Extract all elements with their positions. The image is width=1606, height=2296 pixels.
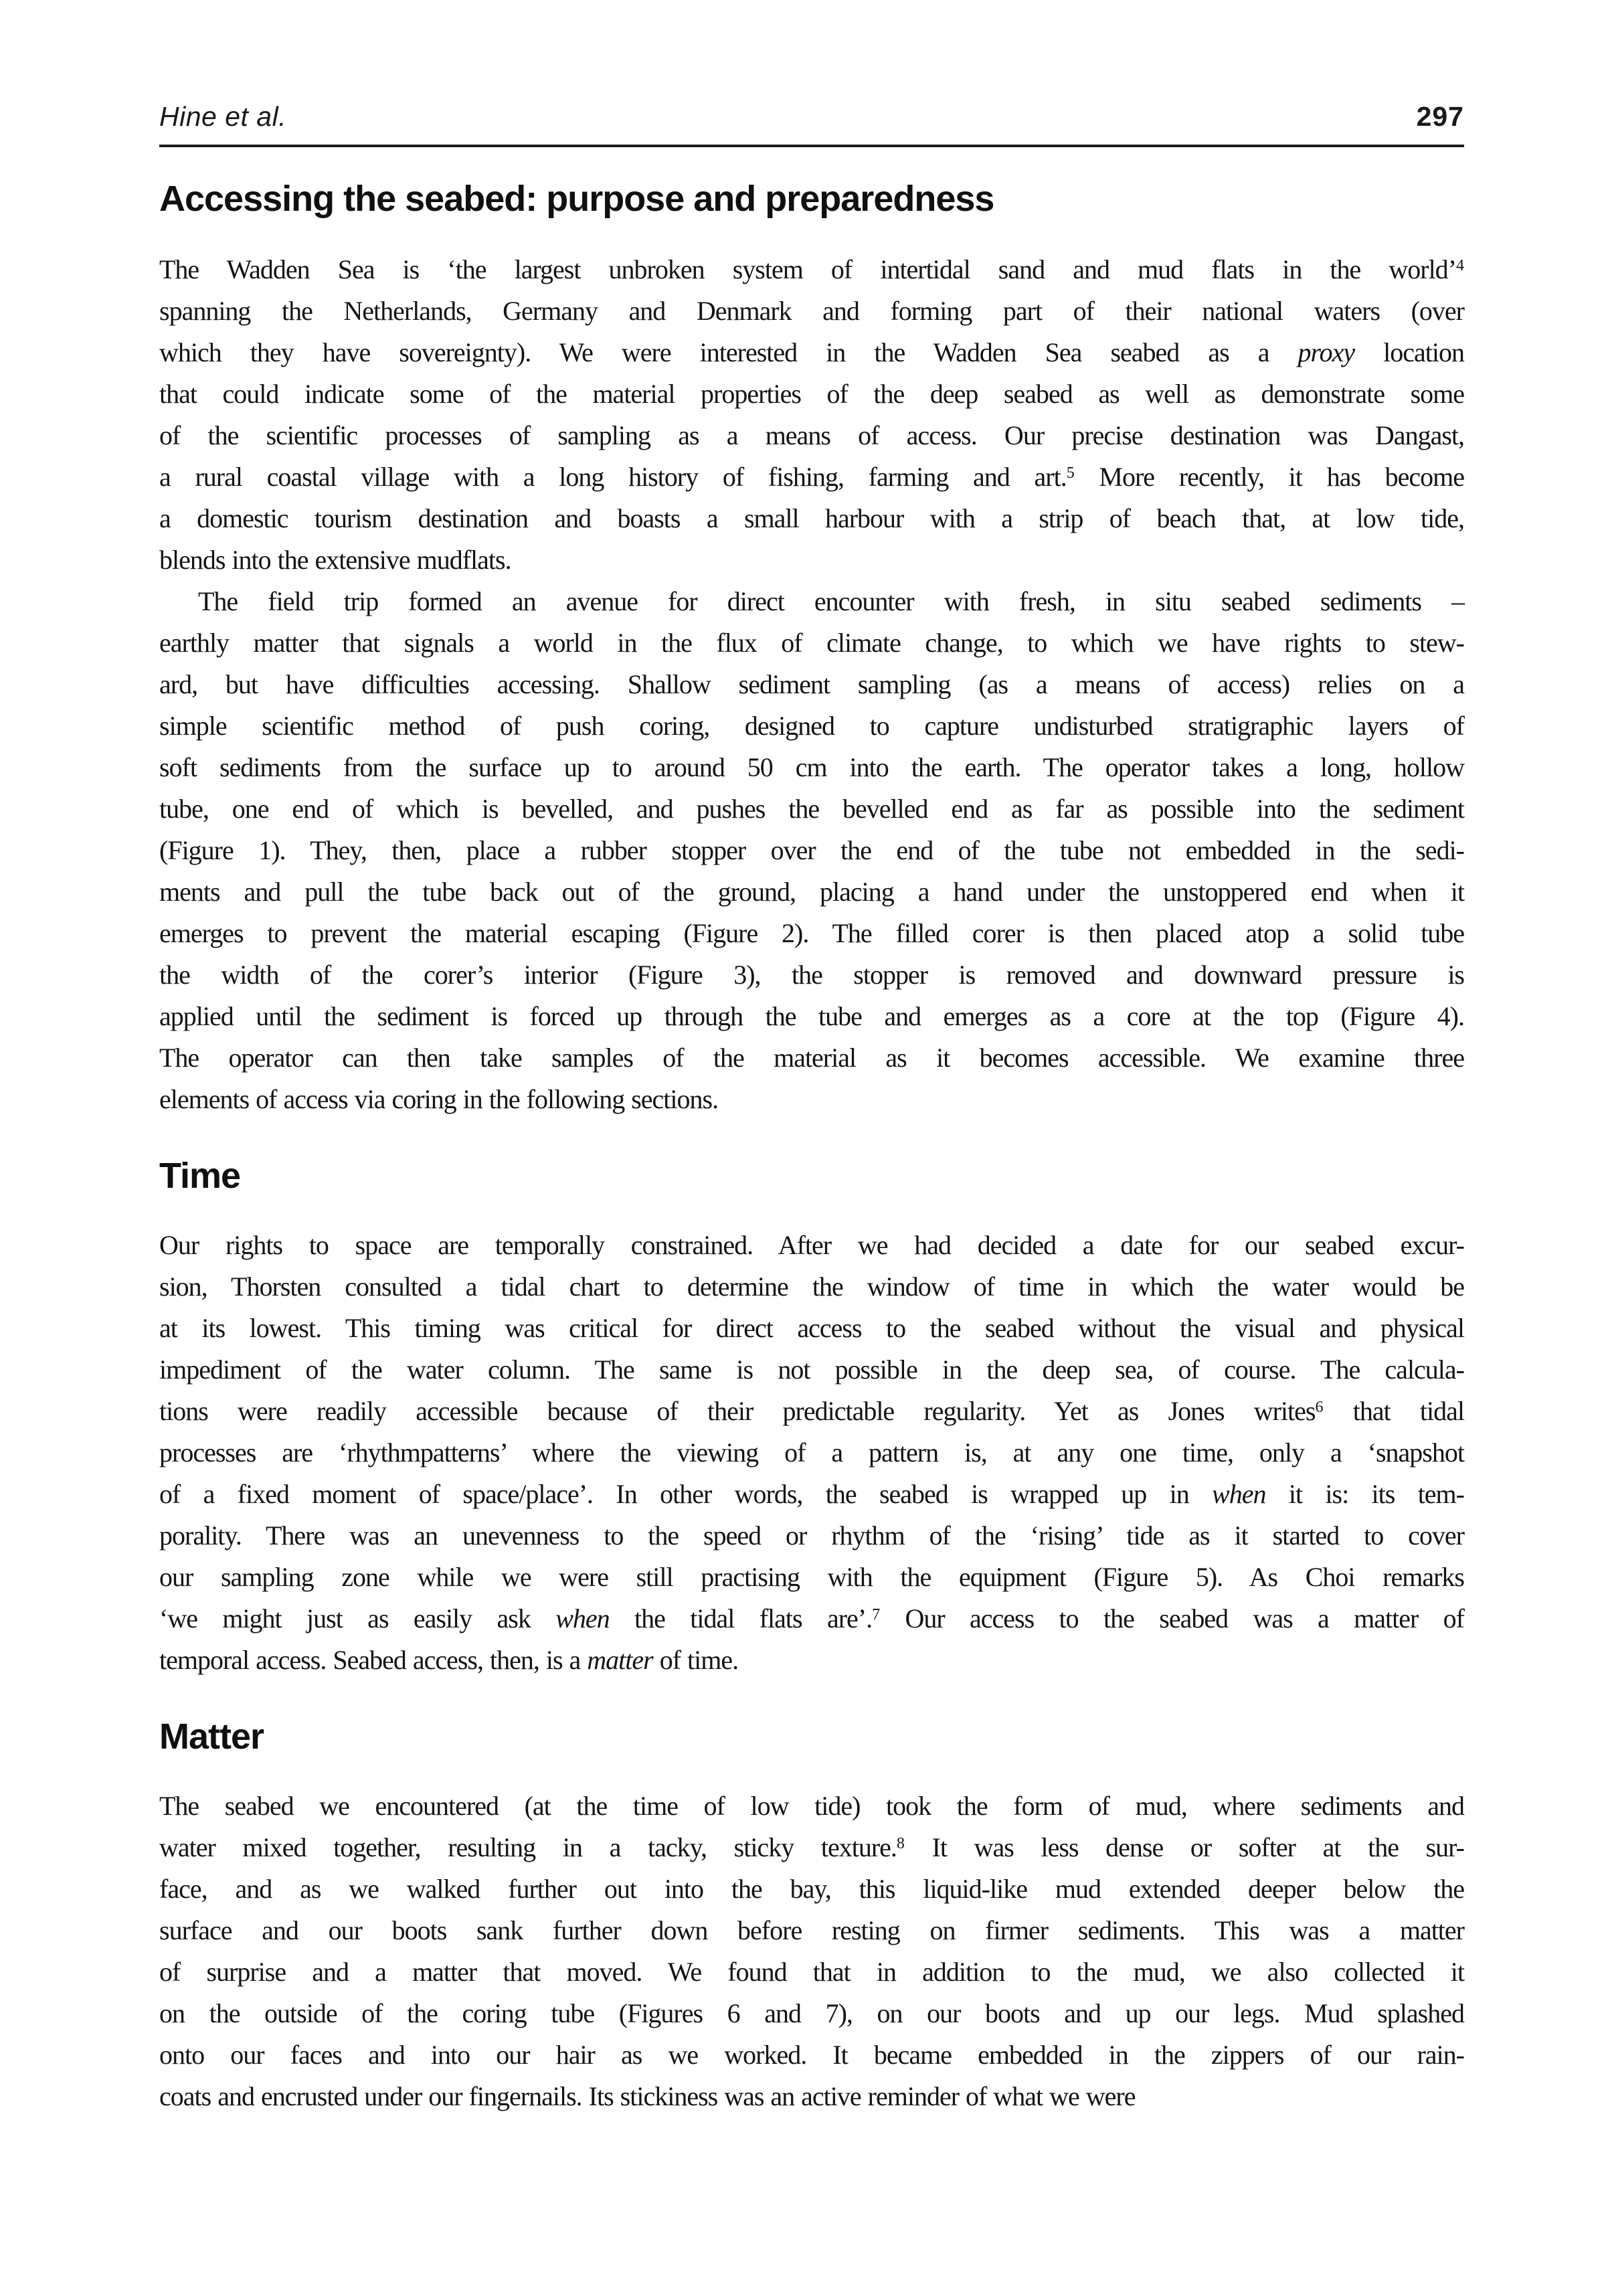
section-time: [159, 1156, 1464, 1681]
paragraph: [159, 581, 1464, 1120]
text-line: ments and pull the tube back out of the ground, placing a hand under the unstoppered end when it: [159, 877, 1464, 907]
section-heading: Matter: [159, 1716, 264, 1757]
text-line: processes are ‘rhythmpatterns’ where the viewing of a pattern is, at any one time, only a ‘snapshot: [159, 1437, 1464, 1468]
text-line: ard, but have difficulties accessing. Shallow sediment sampling (as a means of access) relies on a: [159, 669, 1464, 699]
text-line: simple scientific method of push coring, designed to capture undisturbed stratigraphic layers of: [159, 711, 1464, 741]
text-line: tions were readily accessible because of their predictable regularity. Yet as Jones writes$^6$ that tidal: [159, 1396, 1465, 1426]
text-line: of the scientific processes of sampling as a means of access. Our precise destination was Dangast,: [159, 420, 1464, 450]
text-line: temporal access. Seabed access, then, is a matter of time.: [159, 1645, 739, 1675]
text-line: water mixed together, resulting in a tacky, sticky texture.$^8$ It was less dense or softer at the sur-: [159, 1832, 1465, 1862]
text-line: elements of access via coring in the following sections.: [159, 1084, 719, 1114]
text-line: surface and our boots sank further down before resting on firmer sediments. This was a matter: [159, 1915, 1464, 1945]
text-line: The seabed we encountered (at the time of low tide) took the form of mud, where sediments and: [159, 1791, 1464, 1821]
text-line: Our rights to space are temporally constrained. After we had decided a date for our seabed excur-: [159, 1230, 1464, 1260]
paragraph: [159, 249, 1464, 581]
text-line: coats and encrusted under our fingernails. Its stickiness was an active reminder of what we were: [159, 2081, 1136, 2111]
section-heading: Accessing the seabed: purpose and preparedness: [159, 179, 994, 219]
text-line: which they have sovereignty). We were interested in the Wadden Sea seabed as a proxy location: [159, 337, 1464, 367]
section-accessing-the-seabed: [159, 179, 1464, 1120]
text-line: our sampling zone while we were still practising with the equipment (Figure 5). As Choi remarks: [159, 1562, 1464, 1592]
text-line: earthly matter that signals a world in the flux of climate change, to which we have rights to stew-: [159, 628, 1464, 658]
text-line: ‘we might just as easily ask when the tidal flats are’.$^7$ Our access to the seabed was a matter of: [159, 1603, 1464, 1633]
text-line: a rural coastal village with a long history of fishing, farming and art.$^5$ More recently, it has become: [159, 462, 1464, 492]
section-heading: Time: [159, 1156, 241, 1196]
text-line: face, and as we walked further out into the bay, this liquid-like mud extended deeper below the: [159, 1874, 1464, 1904]
text-line: tube, one end of which is bevelled, and pushes the bevelled end as far as possible into the sediment: [159, 794, 1464, 824]
text-line: of surprise and a matter that moved. We found that in addition to the mud, we also collected it: [159, 1957, 1464, 1987]
text-line: of a fixed moment of space/place’. In other words, the seabed is wrapped up in when it is: its tem-: [159, 1479, 1464, 1509]
paragraph: [159, 1225, 1464, 1681]
page-number: 297: [1416, 101, 1464, 132]
text-line: a domestic tourism destination and boasts a small harbour with a strip of beach that, at low tide,: [159, 503, 1464, 533]
text-line: sion, Thorsten consulted a tidal chart to determine the window of time in which the water would be: [159, 1271, 1464, 1302]
text-line: emerges to prevent the material escaping (Figure 2). The filled corer is then placed atop a solid tube: [159, 918, 1464, 948]
text-line: impediment of the water column. The same is not possible in the deep sea, of course. The calcula-: [159, 1354, 1464, 1385]
text-line: The operator can then take samples of the material as it becomes accessible. We examine three: [159, 1043, 1464, 1073]
text-line: spanning the Netherlands, Germany and Denmark and forming part of their national waters (over: [159, 296, 1464, 326]
text-line: at its lowest. This timing was critical for direct access to the seabed without the visual and physical: [159, 1313, 1464, 1343]
text-line: onto our faces and into our hair as we worked. It became embedded in the zippers of our rain-: [159, 2040, 1464, 2070]
text-line: (Figure 1). They, then, place a rubber stopper over the end of the tube not embedded in the sedi-: [159, 835, 1464, 865]
text-line: blends into the extensive mudflats.: [159, 545, 511, 575]
text-line: that could indicate some of the material properties of the deep seabed as well as demonstrate some: [159, 379, 1464, 409]
section-matter: [159, 1717, 1464, 2117]
running-header-authors: Hine et al.: [159, 101, 287, 132]
text-line: The field trip formed an avenue for direct encounter with fresh, in situ seabed sediments –: [198, 586, 1464, 616]
paragraph: [159, 1785, 1464, 2117]
running-header: [159, 0, 1464, 147]
page-content: [159, 0, 1464, 2117]
text-line: applied until the sediment is forced up through the tube and emerges as a core at the top (Figure 4).: [159, 1001, 1464, 1031]
text-line: porality. There was an unevenness to the speed or rhythm of the ‘rising’ tide as it started to cover: [159, 1520, 1464, 1551]
text-line: The Wadden Sea is ‘the largest unbroken system of intertidal sand and mud flats in the world’$^4$: [159, 254, 1464, 284]
text-line: soft sediments from the surface up to around 50 cm into the earth. The operator takes a long, hollow: [159, 752, 1464, 782]
text-line: the width of the corer’s interior (Figure 3), the stopper is removed and downward pressure is: [159, 960, 1464, 990]
text-line: on the outside of the coring tube (Figures 6 and 7), on our boots and up our legs. Mud splashed: [159, 1998, 1464, 2028]
